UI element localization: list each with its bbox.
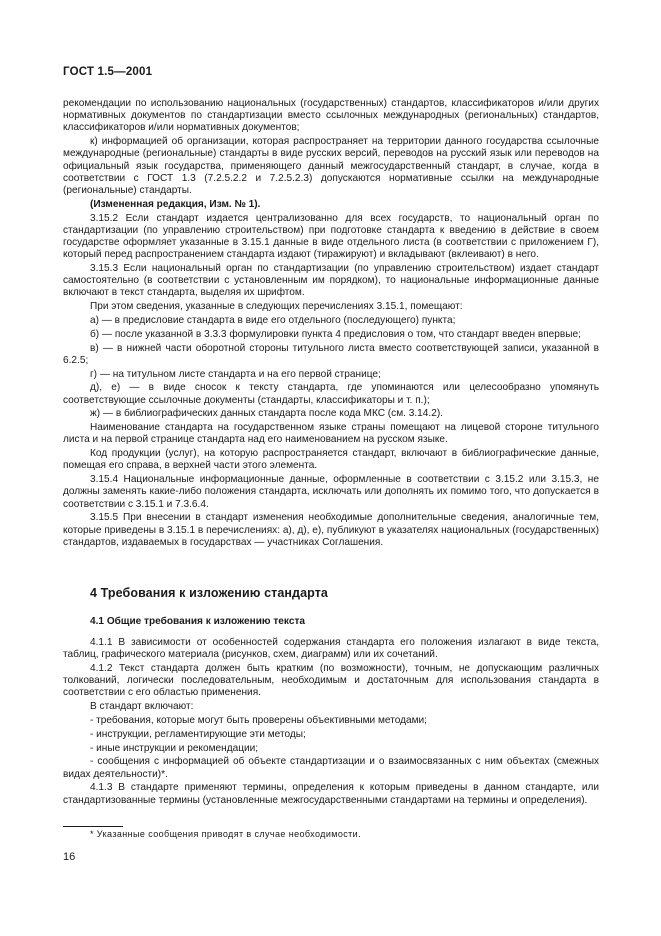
list-item: - иные инструкции и рекомендации; bbox=[90, 742, 259, 754]
paragraph: В стандарт включают: bbox=[90, 701, 194, 713]
document-header: ГОСТ 1.5—2001 bbox=[63, 66, 153, 78]
paragraph: 4.1.3 В стандарте применяют термины, определения к которым приведены в данном стандарте, или стандартизованные термины (установленные межгосударственными стандартами на термины и определения). bbox=[63, 782, 599, 806]
footnote-divider bbox=[63, 826, 123, 827]
paragraph: 3.15.2 Если стандарт издается централизованно для всех государств, то национальный орган по стандартизации (по управлению строительством) при подготовке стандарта к введению в действие в своем государстве оформляет указанные в 3.15.1 данные в виде отдельного листа (в соответствии с приложением Г), который перед распространением стандарта издают (тиражируют) и вкладывают (вклеивают) в него. bbox=[63, 212, 599, 261]
section-text-block bbox=[63, 637, 599, 808]
main-text-block bbox=[63, 98, 599, 551]
list-item: б) — после указанной в 3.3.3 формулировки пункта 4 предисловия о том, что стандарт введен впервые; bbox=[90, 328, 581, 340]
section-title: 4 Требования к изложению стандарта bbox=[90, 586, 328, 600]
paragraph: 4.1.2 Текст стандарта должен быть кратким (по возможности), точным, не допускающим различных толкований, логически последовательным, необходимым и достаточным для использования стандарта в соответствии с его областью применения. bbox=[63, 663, 599, 699]
footnote: * Указанные сообщения приводят в случае необходимости. bbox=[90, 829, 361, 839]
paragraph: Код продукции (услуг), на которую распространяется стандарт, включают в библиографические данные, помещая его справа, в верхней части этого элемента. bbox=[63, 448, 599, 472]
list-item: г) — на титульном листе стандарта и на его первой странице; bbox=[90, 368, 381, 380]
paragraph: 3.15.4 Национальные информационные данные, оформленные в соответствии с 3.15.2 или 3.15.3, не должны заменять какие-либо положения стандарта, исключать или дополнять их помимо того, что допускается в соответствии с 3.15.1 и 7.3.6.4. bbox=[63, 474, 599, 510]
paragraph: рекомендации по использованию национальных (государственных) стандартов, классификаторов и/или других нормативных документов по стандартизации вместо ссылочных международных (региональных) стандартов, классификаторов и/или нормативных документов; bbox=[63, 98, 599, 134]
list-item: д), е) — в виде сносок к тексту стандарта, где упоминаются или целесообразно упомянуть соответствующие ссылочные документы (стандарты, классификаторы и т. п.); bbox=[63, 382, 599, 406]
paragraph: Наименование стандарта на государственном языке страны помещают на лицевой стороне титульного листа и на первой странице стандарта над его наименованием на русском языке. bbox=[63, 422, 599, 446]
revision-note: (Измененная редакция, Изм. № 1). bbox=[90, 198, 261, 210]
list-item: - требования, которые могут быть проверены объективными методами; bbox=[90, 715, 427, 726]
list-item: в) — в нижней части оборотной стороны титульного листа вместо соответствующей записи, указанной в 6.2.5; bbox=[63, 342, 599, 366]
paragraph: При этом сведения, указанные в следующих перечислениях 3.15.1, помещают: bbox=[90, 301, 463, 313]
list-item: - инструкции, регламентирующие эти методы; bbox=[90, 728, 306, 740]
page-number: 16 bbox=[63, 851, 76, 863]
list-item: а) — в предисловие стандарта в виде его отдельного (последующего) пункта; bbox=[90, 315, 456, 327]
paragraph: 3.15.3 Если национальный орган по стандартизации (по управлению строительством) издает стандарт самостоятельно (в соответствии с установленным им порядком), то национальные информационные данные включают в текст стандарта, выделяя их шрифтом. bbox=[63, 263, 599, 299]
list-item: - сообщения с информацией об объекте стандартизации и о взаимосвязанных с ним объектах (смежных видах деятельности)*. bbox=[63, 756, 599, 780]
paragraph: 3.15.5 При внесении в стандарт изменения необходимые дополнительные сведения, аналогичные тем, которые приведены в 3.15.1 в перечислениях: а), д), е), публикуют в указателях национальных (государственных) стандартов, издаваемых в государствах — участниках Соглашения. bbox=[63, 512, 599, 548]
paragraph: 4.1.1 В зависимости от особенностей содержания стандарта его положения излагают в виде текста, таблиц, графического материала (рисунков, схем, диаграмм) или их сочетаний. bbox=[63, 637, 599, 661]
list-item: ж) — в библиографических данных стандарта после кода МКС (см. 3.14.2). bbox=[90, 408, 443, 420]
paragraph: к) информацией об организации, которая распространяет на территории данного государства ссылочные международные (региональные) стандарты в виде русских версий, переводов на русский язык или переводов на официальный язык государства, применяющего данный межгосударственный стандарт, в случае, когда в соответствии с ГОСТ 1.3 (7.2.5.2.2 и 7.2.5.2.3) допускаются нормативные ссылки на международные (региональные) стандарты. bbox=[63, 136, 599, 197]
subsection-title: 4.1 Общие требования к изложению текста bbox=[90, 616, 305, 627]
